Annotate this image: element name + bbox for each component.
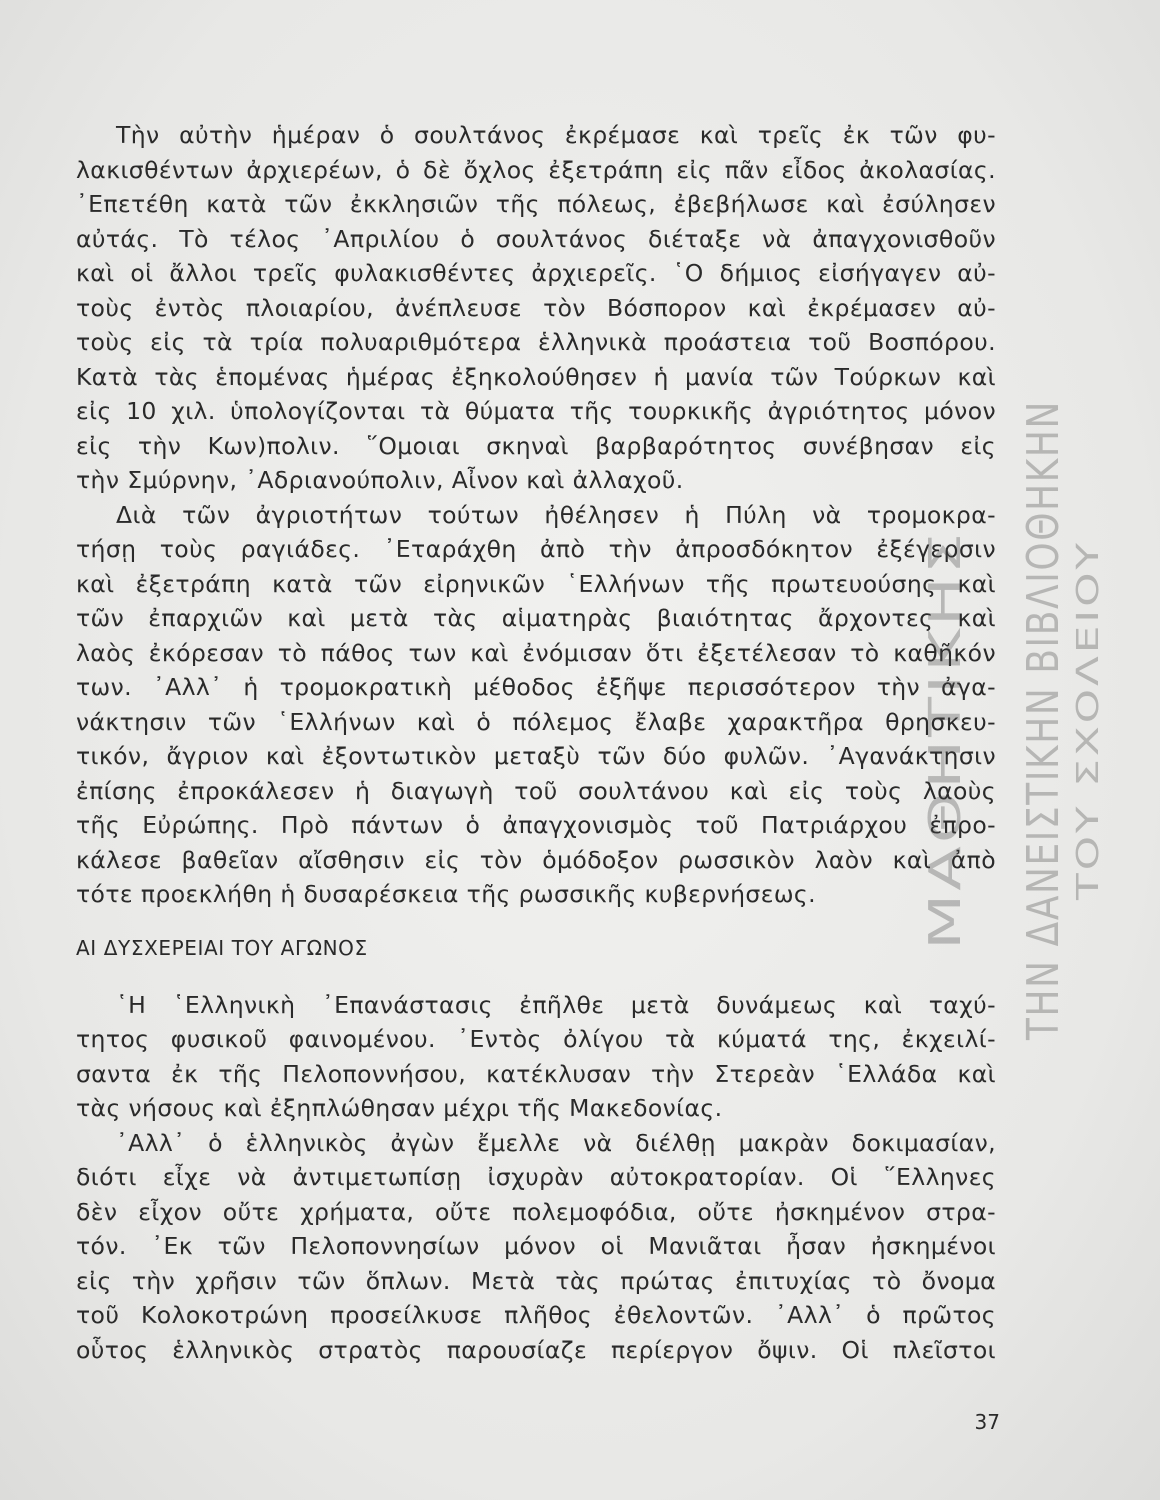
- text-line: ᾿Αλλ᾿ ὁ ἑλληνικὸς ἀγὼν ἔμελλε νὰ διέλθῃ μακρὰν δοκιμασίαν,: [116, 1128, 996, 1157]
- paragraph-2: [76, 498, 996, 912]
- body-text: [76, 118, 996, 1367]
- paragraph-1: [76, 118, 996, 498]
- text-line: λαὸς ἐκόρεσαν τὸ πάθος των καὶ ἐνόμισαν ὅτι ἐξετέλεσαν τὸ καθῆκόν: [76, 638, 996, 667]
- text-line: τοὺς ἐντὸς πλοιαρίου, ἀνέπλευσε τὸν Βόσπορον καὶ ἐκρέμασεν αὐ-: [76, 293, 996, 322]
- text-line: εἰς τὴν Κων)πολιν. ῞Ομοιαι σκηναὶ βαρβαρότητος συνέβησαν εἰς: [76, 431, 996, 460]
- text-line: τότε προεκλήθη ἡ δυσαρέσκεια τῆς ρωσσικῆς κυβερνήσεως.: [76, 880, 816, 908]
- stamp-text-line1: ΤΗΝ ΔΑΝΕΙΣΤΙΚΗΝ ΒΙΒΛΙΟΘΗΚΗΝ: [1018, 255, 1069, 1040]
- text-line: τὰς νήσους καὶ ἐξηπλώθησαν μέχρι τῆς Μακεδονίας.: [76, 1094, 723, 1122]
- text-line: Τὴν αὐτὴν ἡμέραν ὁ σουλτάνος ἐκρέμασε καὶ τρεῖς ἐκ τῶν φυ-: [116, 121, 996, 149]
- library-stamp: [920, 255, 1110, 1060]
- text-line: τοῦ Κολοκοτρώνη προσείλκυσε πλῆθος ἐθελοντῶν. ᾿Αλλ᾿ ὁ πρῶτος: [76, 1301, 996, 1329]
- text-line: τικόν, ἄγριον καὶ ἐξοντωτικὸν μεταξὺ τῶν δύο φυλῶν. ᾿Αγανάκτησιν: [76, 742, 996, 770]
- text-line: εἰς τὴν χρῆσιν τῶν ὅπλων. Μετὰ τὰς πρώτας ἐπιτυχίας τὸ ὄνομα: [76, 1266, 996, 1295]
- text-line: τήσῃ τοὺς ραγιάδες. ᾿Εταράχθη ἀπὸ τὴν ἀπροσδόκητον ἐξέγερσιν: [76, 535, 996, 563]
- text-line: ῾Η ῾Ελληνικὴ ᾿Επανάστασις ἐπῆλθε μετὰ δυνάμεως καὶ ταχύ-: [116, 990, 996, 1019]
- text-line: τόν. ᾿Εκ τῶν Πελοποννησίων μόνον οἱ Μανιᾶται ἦσαν ἠσκημένοι: [76, 1232, 996, 1260]
- text-line: τῆς Εὐρώπης. Πρὸ πάντων ὁ ἀπαγχονισμὸς τοῦ Πατριάρχου ἐπρο-: [76, 811, 996, 839]
- text-line: σαντα ἐκ τῆς Πελοποννήσου, κατέκλυσαν τὴν Στερεὰν ῾Ελλάδα καὶ: [76, 1059, 996, 1088]
- text-line: ᾿Επετέθη κατὰ τῶν ἐκκλησιῶν τῆς πόλεως, ἐβεβήλωσε καὶ ἐσύλησεν: [76, 190, 996, 218]
- text-line: τοὺς εἰς τὰ τρία πολυαριθμότερα ἑλληνικὰ προάστεια τοῦ Βοσπόρου.: [76, 328, 996, 356]
- text-line: καὶ ἐξετράπη κατὰ τῶν εἰρηνικῶν ῾Ελλήνων τῆς πρωτευούσης καὶ: [76, 569, 996, 598]
- text-line: λακισθέντων ἀρχιερέων, ὁ δὲ ὄχλος ἐξετράπη εἰς πᾶν εἶδος ἀκολασίας.: [76, 155, 996, 184]
- text-line: Διὰ τῶν ἀγριοτήτων τούτων ἠθέλησεν ἡ Πύλη νὰ τρομοκρα-: [116, 500, 996, 529]
- text-line: των. ᾿Αλλ᾿ ἡ τρομοκρατικὴ μέθοδος ἐξῆψε περισσότερον τὴν ἀγα-: [76, 673, 996, 701]
- text-line: τὴν Σμύρνην, ᾿Αδριανούπολιν, Αἶνον καὶ ἀλλαχοῦ.: [76, 466, 684, 494]
- paragraph-4: [76, 1126, 996, 1368]
- text-line: κάλεσε βαθεῖαν αἴσθησιν εἰς τὸν ὁμόδοξον ρωσσικὸν λαὸν καὶ ἀπὸ: [76, 845, 996, 874]
- page-number: 37: [974, 1410, 1000, 1434]
- text-line: τῶν ἐπαρχιῶν καὶ μετὰ τὰς αἱματηρὰς βιαιότητας ἄρχοντες καὶ: [76, 604, 996, 632]
- section-heading: ΑΙ ΔΥΣΧΕΡΕΙΑΙ ΤΟΥ ΑΓΩΝΟΣ: [76, 935, 368, 960]
- text-line: δὲν εἶχον οὔτε χρήματα, οὔτε πολεμοφόδια, οὔτε ἠσκημένον στρα-: [76, 1197, 996, 1226]
- text-line: εἰς 10 χιλ. ὑπολογίζονται τὰ θύματα τῆς τουρκικῆς ἀγριότητος μόνον: [76, 397, 996, 425]
- text-line: αὐτάς. Τὸ τέλος ᾿Απριλίου ὁ σουλτάνος διέταξε νὰ ἀπαγχονισθοῦν: [76, 224, 996, 253]
- text-line: ἐπίσης ἐπροκάλεσεν ἡ διαγωγὴ τοῦ σουλτάνου καὶ εἰς τοὺς λαοὺς: [76, 776, 996, 805]
- stamp-text-line3: ΜΑΘΗΤΙΚΗΣ: [920, 666, 971, 950]
- stamp-text-line2: ΤΟΥ ΣΧΟΛΕΙΟΥ: [1071, 652, 1106, 900]
- text-line: Κατὰ τὰς ἑπομένας ἡμέρας ἐξηκολούθησεν ἡ μανία τῶν Τούρκων καὶ: [76, 362, 996, 391]
- text-line: τητος φυσικοῦ φαινομένου. ᾿Εντὸς ὀλίγου τὰ κύματά της, ἐκχειλί-: [76, 1025, 996, 1053]
- text-line: διότι εἶχε νὰ ἀντιμετωπίσῃ ἰσχυρὰν αὐτοκρατορίαν. Οἱ ῞Ελληνες: [76, 1163, 996, 1191]
- text-line: καὶ οἱ ἄλλοι τρεῖς φυλακισθέντες ἀρχιερεῖς. ῾Ο δήμιος εἰσήγαγεν αὐ-: [76, 259, 996, 287]
- paragraph-3: [76, 988, 996, 1126]
- text-line: νάκτησιν τῶν ῾Ελλήνων καὶ ὁ πόλεμος ἔλαβε χαρακτῆρα θρησκευ-: [76, 707, 996, 736]
- text-line: οὗτος ἑλληνικὸς στρατὸς παρουσίαζε περίεργον ὄψιν. Οἱ πλεῖστοι: [76, 1335, 996, 1364]
